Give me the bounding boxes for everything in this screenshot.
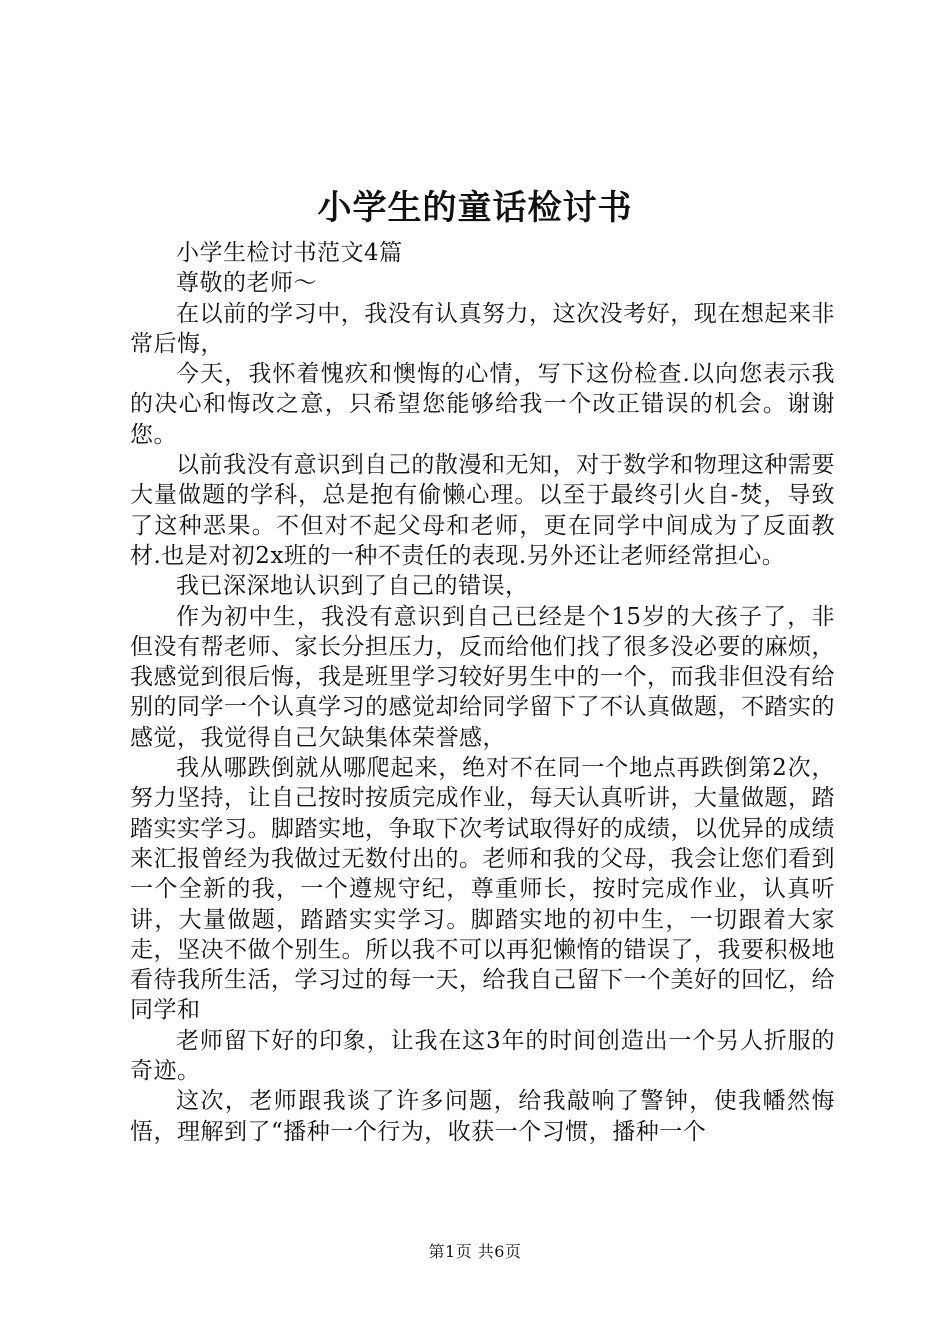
paragraph: 这次，老师跟我谈了许多问题，给我敲响了警钟，使我幡然悔悟，理解到了“播种一个行为，收获一个习惯，播种一个 — [130, 1088, 835, 1145]
document-title: 小学生的童话检讨书 — [317, 188, 633, 228]
page-footer: 第1页 共6页 — [428, 1242, 522, 1261]
paragraph: 以前我没有意识到自己的散漫和无知，对于数学和物理这种需要大量做题的学科，总是抱有偷懒心理。以至于最终引火自-焚，导致了这种恶果。不但对不起父母和老师，更在同学中间成为了反面教材.也是对初2x班的一种不责任的表现.另外还让老师经常担心。 — [130, 452, 835, 569]
paragraph: 在以前的学习中，我没有认真努力，这次没考好，现在想起来非常后悔， — [130, 300, 835, 357]
paragraph: 我已深深地认识到了自己的错误， — [176, 573, 529, 600]
document-body — [130, 238, 835, 1147]
paragraph: 尊敬的老师～ — [176, 270, 317, 297]
paragraph: 我从哪跌倒就从哪爬起来，绝对不在同一个地点再跌倒第2次，努力坚持，让自己按时按质完成作业，每天认真听讲，大量做题，踏踏实实学习。脚踏实地，争取下次考试取得好的成绩，以优异的成绩来汇报曾经为我做过无数付出的。老师和我的父母，我会让您们看到一个全新的我，一个遵规守纪，尊重师长，按时完成作业，认真听讲，大量做题，踏踏实实学习。脚踏实地的初中生，一切跟着大家走，坚决不做个别生。所以我不可以再犯懒惰的错误了，我要积极地看待我所生活，学习过的每一天，给我自己留下一个美好的回忆，给同学和 — [130, 755, 835, 1024]
paragraph: 今天，我怀着愧疚和懊悔的心情，写下这份检查.以向您表示我的决心和悔改之意，只希望您能够给我一个改正错误的机会。谢谢您。 — [130, 361, 835, 448]
paragraph: 小学生检讨书范文4篇 — [176, 240, 403, 266]
paragraph: 老师留下好的印象，让我在这3年的时间创造出一个另人折服的奇迹。 — [130, 1027, 835, 1085]
paragraph: 作为初中生，我没有意识到自己已经是个15岁的大孩子了，非但没有帮老师、家长分担压力，反而给他们找了很多没必要的麻烦，我感觉到很后悔，我是班里学习较好男生中的一个，而我非但没有给别的同学一个认真学习的感觉却给同学留下了不认真做题，不踏实的感觉，我觉得自己欠缺集体荣誉感， — [130, 603, 835, 751]
